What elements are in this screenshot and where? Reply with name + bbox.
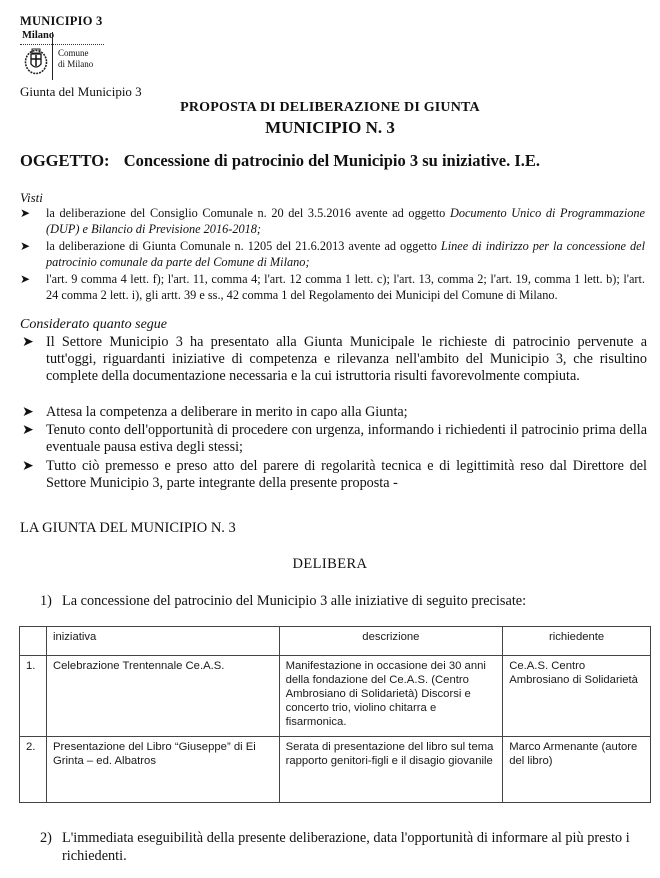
header-num (20, 627, 47, 656)
logo-vertical-divider (52, 32, 53, 80)
table-row (20, 656, 651, 737)
logo-divider (20, 44, 104, 45)
point-number: 1) (40, 593, 52, 609)
arrowhead-bullet-icon: ➤ (20, 239, 31, 253)
visti-item-text: l'art. 9 comma 4 lett. f); l'art. 11, comma 4; l'art. 12 comma 1 lett. c); l'art. 13, comma 2; l'art. 19, comma 1 lett. b); l'art. 24 comma 2 lett. i), gli artt. 39 e ss., 42 comma 1 del Regolamento dei Municipi del Comune di Milano. (46, 272, 645, 302)
header-descrizione: descrizione (279, 627, 503, 656)
visti-label: Visti (20, 190, 43, 205)
visti-item (20, 239, 645, 270)
point-text: La concessione del patrocinio del Municipio 3 alle iniziative di seguito precisate: (62, 593, 527, 609)
oggetto-line (20, 151, 540, 171)
logo-comune-line1: Comune (58, 48, 89, 58)
deliberation-point (40, 593, 526, 610)
visti-item-text: la deliberazione di Giunta Comunale n. 1205 del 21.6.2013 avente ad oggetto (46, 239, 441, 253)
considerato-item-text: Tenuto conto dell'opportunità di procedere con urgenza, informando i richiedenti il patrocinio prima della eventuale pausa estiva degli stessi; (46, 422, 647, 455)
row-descrizione: Serata di presentazione del libro sul tema rapporto genitori-figli e il disagio giovanile (279, 737, 503, 803)
point-number: 2) (40, 830, 52, 846)
visti-item-text: la deliberazione del Consiglio Comunale n. 20 del 3.5.2016 avente ad oggetto (46, 206, 450, 220)
milano-crest-icon (24, 47, 48, 75)
row-richiedente: Ce.A.S. Centro Ambrosiano di Solidarietà (503, 656, 651, 737)
considerato-item (22, 334, 647, 385)
row-iniziativa: Celebrazione Trentennale Ce.A.S. (46, 656, 279, 737)
iniziative-table (19, 626, 651, 803)
giunta-subheader: Giunta del Municipio 3 (20, 84, 142, 99)
oggetto-text: Concessione di patrocinio del Municipio 3 su iniziative. I.E. (123, 151, 541, 170)
row-descrizione: Manifestazione in occasione dei 30 anni della fondazione del Ce.A.S. (Centro Ambrosiano di Solidarietà) Discorsi e concerto trio, violino chitarra e fisarmonica. (279, 656, 503, 737)
considerato-item (22, 458, 647, 492)
header-richiedente: richiedente (503, 627, 651, 656)
giunta-heading: LA GIUNTA DEL MUNICIPIO N. 3 (20, 520, 236, 536)
visti-item (20, 272, 645, 303)
municipio-header: MUNICIPIO 3 (20, 14, 103, 28)
row-iniziativa: Presentazione del Libro “Giuseppe” di Ei Grinta – ed. Albatros (46, 737, 279, 803)
oggetto-label: OGGETTO: (20, 151, 110, 170)
comune-di-milano-logo (20, 30, 106, 82)
visti-item (20, 206, 645, 237)
visti-item-reference: Linee di indirizzo per la concessione del patrocinio comunale da parte del Comune di Milano; (46, 239, 645, 269)
table-header-row (20, 627, 651, 656)
considerato-item (22, 422, 647, 456)
considerato-item-text: Tutto ciò premesso e preso atto del parere di regolarità tecnica e di legittimità reso dal Direttore del Settore Municipio 3, parte integrante della presente proposta - (46, 458, 647, 491)
document-subtitle: MUNICIPIO N. 3 (265, 118, 395, 137)
visti-item-reference: Documento Unico di Programmazione (DUP) e Bilancio di Previsione 2016-2018; (46, 206, 645, 236)
header-iniziativa: iniziativa (46, 627, 279, 656)
row-number: 1. (20, 656, 47, 737)
arrowhead-bullet-icon: ➤ (22, 459, 34, 474)
considerato-label: Considerato quanto segue (20, 317, 167, 332)
row-richiedente: Marco Armenante (autore del libro) (503, 737, 651, 803)
arrowhead-bullet-icon: ➤ (20, 272, 31, 286)
table-row (20, 737, 651, 803)
logo-city-text: Milano (22, 30, 55, 41)
point-text: L'immediata eseguibilità della presente deliberazione, data l'opportunità di informare al più presto i richiedenti. (62, 830, 630, 864)
deliberation-point (40, 829, 650, 865)
considerato-item-text: Il Settore Municipio 3 ha presentato alla Giunta Municipale le richieste di patrocinio pervenute a tutt'oggi, riguardanti iniziative di competenza e rilevanza nell'ambito del Municipio 3, che risultino complete della documentazione necessaria e la cui istruttoria risulti favorevolmente compiuta. (46, 334, 647, 384)
logo-comune-line2: di Milano (58, 59, 94, 69)
document-title: PROPOSTA DI DELIBERAZIONE DI GIUNTA (180, 100, 480, 115)
row-number: 2. (20, 737, 47, 803)
arrowhead-bullet-icon: ➤ (22, 335, 34, 350)
arrowhead-bullet-icon: ➤ (22, 405, 34, 420)
considerato-item (22, 404, 647, 421)
considerato-item-text: Attesa la competenza a deliberare in merito in capo alla Giunta; (46, 404, 408, 420)
delibera-heading: DELIBERA (292, 556, 368, 572)
arrowhead-bullet-icon: ➤ (22, 423, 34, 438)
arrowhead-bullet-icon: ➤ (20, 206, 31, 220)
logo-comune-text (58, 48, 93, 70)
